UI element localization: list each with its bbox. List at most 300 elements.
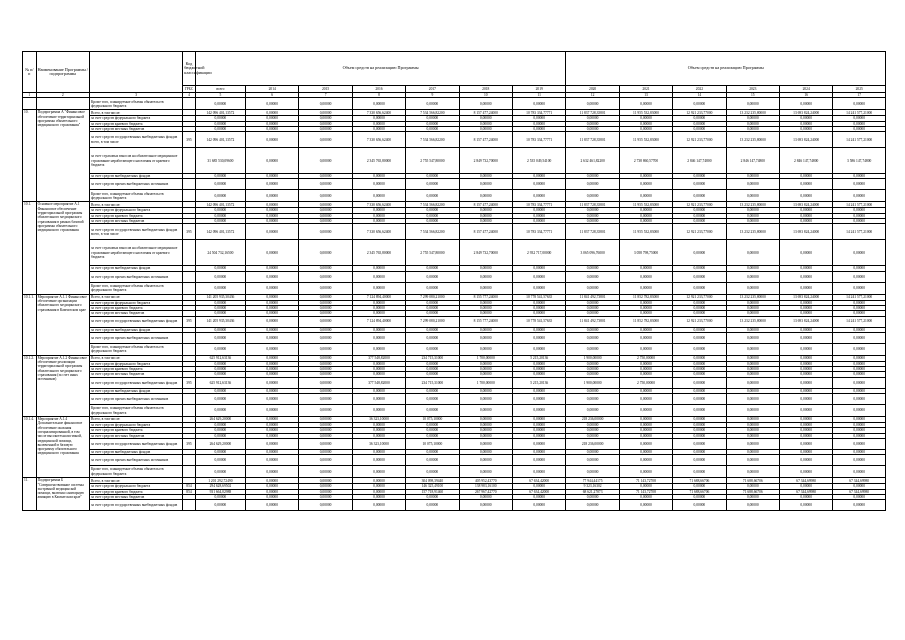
grbs-code: 854 (183, 484, 196, 489)
amount-year: 0,00000 (779, 327, 832, 332)
amount-year: 0,00000 (619, 116, 672, 121)
amount-year: 0,00000 (619, 190, 672, 202)
amount-year: 0,00000 (779, 179, 832, 190)
amount-year: 0,00000 (566, 500, 619, 511)
amount-year: 8 155 777,24000 (459, 316, 512, 327)
amount-year: 0,00000 (459, 271, 512, 282)
funding-source-label: за счет средств прочих внебюджетных источников (90, 332, 183, 343)
amount-year: 0,00000 (299, 388, 352, 393)
amount-year: 10 783 334,77771 (512, 110, 565, 116)
header-grbs: ГРБС (183, 86, 196, 93)
amount-year: 11 955 532,83000 (619, 202, 672, 208)
amount-year: 0,00000 (406, 300, 459, 305)
amount-year: 0,00000 (299, 219, 352, 224)
amount-year: 0,00000 (833, 367, 886, 372)
amount-year: 0,00000 (726, 423, 779, 428)
funding-source-label: за счет средств местных бюджетов (90, 219, 183, 224)
amount-year: 0,00000 (726, 433, 779, 438)
grbs-code (183, 343, 196, 355)
amount-total: 0,00000 (195, 190, 245, 202)
funding-source-label: за счет средств внебюджетных фондов (90, 174, 183, 179)
amount-year: 0,00000 (352, 174, 405, 179)
amount-year: 0,00000 (673, 449, 726, 454)
amount-year: 0,00000 (619, 433, 672, 438)
amount-year: 0,00000 (619, 300, 672, 305)
amount-year: 0,00000 (673, 179, 726, 190)
amount-year: 0,00000 (726, 305, 779, 310)
funding-source-label: за счет средств государственных внебюджетных фондов (90, 377, 183, 388)
amount-year: 12 921 233,77000 (673, 132, 726, 148)
header-name: Наименование Программы / подпрограммы (36, 52, 89, 93)
funding-source-label: за счет средств краевого бюджета (90, 121, 183, 126)
amount-year: 0,00000 (246, 174, 299, 179)
amount-year: 0,00000 (726, 282, 779, 294)
amount-year: 14 241 577,21000 (833, 132, 886, 148)
table-row (23, 343, 886, 355)
amount-year: 0,00000 (512, 484, 565, 489)
grbs-code: 395 (183, 438, 196, 449)
amount-year: 0,00000 (566, 190, 619, 202)
amount-year: 14 241 577,21000 (833, 224, 886, 240)
amount-year: 13 232 235,80000 (726, 224, 779, 240)
amount-year: 0,00000 (246, 300, 299, 305)
amount-year: 0,00000 (246, 148, 299, 174)
amount-year: 0,00000 (779, 500, 832, 511)
amount-year: 0,00000 (512, 494, 565, 499)
amount-total: 0,00000 (195, 405, 245, 417)
row-number: 10.1.1. (23, 294, 37, 355)
amount-year: 0,00000 (246, 332, 299, 343)
amount-total: 0,00000 (195, 208, 245, 213)
amount-year: 0,00000 (512, 271, 565, 282)
amount-year: 0,00000 (299, 433, 352, 438)
funding-source-label: за счет страховых взносов на обязательное медицинское страхование неработающего населения от краевого бюджета (90, 148, 183, 174)
header-total-group: Объем средств на реализацию Программы (195, 52, 566, 86)
amount-year: 0,00000 (673, 116, 726, 121)
amount-total: 142 096 401,13572 (195, 110, 245, 116)
header-year-2021: 2021 (619, 86, 672, 93)
amount-year: 0,00000 (566, 327, 619, 332)
amount-year: 2 535 049,54100 (512, 148, 565, 174)
amount-year: 0,00000 (566, 266, 619, 271)
amount-year: 0,00000 (512, 300, 565, 305)
amount-year: 0,00000 (246, 316, 299, 327)
amount-year: 218 236,00000 (566, 417, 619, 423)
amount-year: 68 621,27873 (566, 489, 619, 494)
header-year-2017: 2017 (406, 86, 459, 93)
amount-year: 0,00000 (726, 388, 779, 393)
amount-year: 13 693 824,24000 (779, 294, 832, 300)
amount-year: 0,00000 (833, 126, 886, 131)
amount-year: 7 534 566,82200 (406, 110, 459, 116)
amount-year: 0,00000 (299, 466, 352, 478)
amount-year: 0,00000 (352, 428, 405, 433)
funding-source-label: за счет средств федерального бюджета (90, 208, 183, 213)
amount-year: 0,00000 (726, 428, 779, 433)
amount-year: 0,00000 (566, 449, 619, 454)
amount-year: 0,00000 (459, 466, 512, 478)
amount-year: 0,00000 (352, 208, 405, 213)
amount-year: 0,00000 (779, 355, 832, 361)
amount-year: 0,00000 (673, 240, 726, 266)
amount-year: 0,00000 (779, 394, 832, 405)
grbs-code (183, 332, 196, 343)
amount-year: 0,00000 (673, 361, 726, 366)
amount-year: 0,00000 (246, 423, 299, 428)
amount-year: 0,00000 (726, 208, 779, 213)
amount-year: 0,00000 (459, 428, 512, 433)
amount-year: 0,00000 (833, 305, 886, 310)
funding-source-label: за счет средств местных бюджетов (90, 433, 183, 438)
amount-year: 14 241 577,21000 (833, 294, 886, 300)
amount-year: 67 344,69980 (833, 478, 886, 484)
amount-year: 0,00000 (726, 327, 779, 332)
amount-year: 0,00000 (619, 174, 672, 179)
amount-year: 36 323,10000 (352, 438, 405, 449)
amount-year: 0,00000 (299, 449, 352, 454)
amount-year: 0,00000 (512, 372, 565, 377)
budget-table (22, 51, 886, 511)
amount-year: 0,00000 (619, 455, 672, 466)
amount-year: 0,00000 (299, 394, 352, 405)
amount-year: 0,00000 (406, 361, 459, 366)
amount-year: 13 693 824,24000 (779, 316, 832, 327)
funding-source-label: за счет средств государственных внебюджетных фондов всего, в том числе (90, 224, 183, 240)
amount-year: 0,00000 (246, 179, 299, 190)
funding-source-label: Всего, в том числе: (90, 355, 183, 361)
amount-year: 0,00000 (512, 208, 565, 213)
funding-source-label: Кроме того, планируемые объемы обязательств федерального бюджета (90, 98, 183, 110)
column-number: 7 (299, 93, 352, 98)
amount-year: 0,00000 (619, 98, 672, 110)
amount-year: 67 344,69980 (833, 489, 886, 494)
amount-year: 8 157 477,24000 (459, 224, 512, 240)
amount-year: 0,00000 (299, 494, 352, 499)
amount-year: 0,00000 (512, 305, 565, 310)
amount-year: 0,00000 (833, 179, 886, 190)
amount-year: 0,00000 (512, 126, 565, 131)
amount-year: 0,00000 (406, 367, 459, 372)
column-number: 5 (195, 93, 245, 98)
amount-year: 0,00000 (726, 405, 779, 417)
amount-year: 0,00000 (246, 478, 299, 484)
amount-year: 0,00000 (619, 126, 672, 131)
amount-year: 0,00000 (459, 174, 512, 179)
column-number: 11 (512, 93, 565, 98)
amount-year: 0,00000 (619, 367, 672, 372)
amount-year: 0,00000 (726, 121, 779, 126)
amount-year: 0,00000 (299, 355, 352, 361)
amount-year: 0,00000 (406, 190, 459, 202)
grbs-code (183, 271, 196, 282)
amount-year: 0,00000 (673, 405, 726, 417)
amount-year: 71 688,66706 (726, 489, 779, 494)
table-row (23, 179, 886, 190)
amount-year: 12 921 233,77000 (673, 316, 726, 327)
amount-year: 0,00000 (833, 428, 886, 433)
amount-year: 0,00000 (459, 361, 512, 366)
amount-year: 0,00000 (779, 282, 832, 294)
amount-year: 0,00000 (299, 224, 352, 240)
funding-source-label: за счет средств местных бюджетов (90, 126, 183, 131)
grbs-code (183, 190, 196, 202)
amount-year: 8 157 477,24000 (459, 132, 512, 148)
amount-year: 0,00000 (779, 219, 832, 224)
funding-source-label: за счет средств государственных внебюджетных фондов всего, в том числе (90, 132, 183, 148)
amount-year: 0,00000 (246, 126, 299, 131)
amount-year: 0,00000 (352, 116, 405, 121)
funding-source-label: Всего, в том числе: (90, 294, 183, 300)
header-source (90, 52, 183, 93)
amount-year: 0,00000 (726, 190, 779, 202)
amount-year: 2 755 547,80000 (406, 148, 459, 174)
amount-year: 0,00000 (459, 438, 512, 449)
amount-year: 0,00000 (299, 110, 352, 116)
amount-year: 0,00000 (406, 423, 459, 428)
column-number: 8 (352, 93, 405, 98)
amount-year: 0,00000 (673, 332, 726, 343)
amount-year: 11 852 782,83000 (619, 316, 672, 327)
amount-year: 2 849 732,70000 (459, 240, 512, 266)
amount-year: 0,00000 (406, 305, 459, 310)
grbs-code: 854 (183, 489, 196, 494)
amount-year: 0,00000 (619, 208, 672, 213)
amount-year: 0,00000 (406, 219, 459, 224)
header-plan-group: Объем средств на реализацию Программы (566, 52, 886, 86)
amount-total: 264 629,20000 (195, 438, 245, 449)
amount-year: 0,00000 (726, 271, 779, 282)
amount-year: 71 143,72708 (619, 489, 672, 494)
amount-year: 0,00000 (512, 179, 565, 190)
amount-year: 0,00000 (352, 190, 405, 202)
amount-year: 0,00000 (726, 417, 779, 423)
amount-year: 0,00000 (566, 219, 619, 224)
amount-year: 0,00000 (779, 311, 832, 316)
header-year-2019: 2019 (512, 86, 565, 93)
amount-year: 0,00000 (459, 332, 512, 343)
amount-year: 0,00000 (299, 132, 352, 148)
amount-year: 11 955 532,83000 (619, 224, 672, 240)
amount-year: 0,00000 (673, 494, 726, 499)
amount-year: 0,00000 (833, 355, 886, 361)
amount-year: 0,00000 (352, 219, 405, 224)
amount-year: 0,00000 (246, 219, 299, 224)
amount-year: 0,00000 (619, 266, 672, 271)
amount-year: 0,00000 (833, 332, 886, 343)
amount-year: 0,00000 (299, 305, 352, 310)
amount-year: 0,00000 (726, 98, 779, 110)
amount-year: 0,00000 (246, 208, 299, 213)
amount-year: 0,00000 (619, 484, 672, 489)
amount-year: 0,00000 (779, 423, 832, 428)
amount-year: 1 900,00000 (566, 377, 619, 388)
amount-year: 12 921 233,77000 (673, 110, 726, 116)
amount-total: 24 504 732,16500 (195, 240, 245, 266)
header-year-2015: 2015 (299, 86, 352, 93)
funding-source-label: за счет средств федерального бюджета (90, 300, 183, 305)
amount-year: 0,00000 (673, 377, 726, 388)
amount-year: 9 323,16302 (566, 484, 619, 489)
amount-year: 0,00000 (726, 438, 779, 449)
amount-total: 0,00000 (195, 372, 245, 377)
amount-year: 10 783 334,77771 (512, 224, 565, 240)
amount-year: 3 586 147,74800 (833, 148, 886, 174)
amount-year: 0,00000 (619, 438, 672, 449)
amount-year: 0,00000 (779, 305, 832, 310)
amount-year: 7 330 656,62400 (352, 224, 405, 240)
amount-year: 0,00000 (833, 394, 886, 405)
table-row (23, 271, 886, 282)
amount-year: 7 299 080,21000 (406, 316, 459, 327)
amount-year: 267 967,42770 (459, 489, 512, 494)
amount-year: 1 700,00000 (459, 355, 512, 361)
amount-year: 0,00000 (726, 219, 779, 224)
amount-year: 0,00000 (459, 190, 512, 202)
amount-year: 304 098,39440 (406, 478, 459, 484)
column-number: 3 (90, 93, 183, 98)
amount-total: 0,00000 (195, 126, 245, 131)
amount-year: 0,00000 (779, 367, 832, 372)
amount-year: 0,00000 (619, 311, 672, 316)
amount-year: 0,00000 (406, 311, 459, 316)
amount-year: 0,00000 (833, 377, 886, 388)
amount-year: 0,00000 (619, 282, 672, 294)
amount-year: 0,00000 (246, 294, 299, 300)
amount-year: 0,00000 (512, 428, 565, 433)
funding-source-label: за счет средств краевого бюджета (90, 305, 183, 310)
amount-year: 2 846 147,74800 (726, 148, 779, 174)
amount-total: 0,00000 (195, 367, 245, 372)
row-number: 10.1. (23, 202, 37, 294)
amount-year: 0,00000 (299, 179, 352, 190)
row-number: 10.1.4. (23, 417, 37, 478)
amount-year: 0,00000 (833, 327, 886, 332)
amount-year: 0,00000 (459, 494, 512, 499)
amount-year: 0,00000 (673, 282, 726, 294)
amount-year: 2 846 147,74800 (779, 148, 832, 174)
amount-year: 14 241 577,21000 (833, 316, 886, 327)
amount-total: 0,00000 (195, 343, 245, 355)
amount-year: 0,00000 (566, 174, 619, 179)
amount-year: 0,00000 (246, 455, 299, 466)
amount-year: 0,00000 (352, 282, 405, 294)
amount-year: 2 755 547,80000 (406, 240, 459, 266)
amount-year: 13 693 824,24000 (779, 132, 832, 148)
amount-year: 0,00000 (299, 148, 352, 174)
amount-year: 0,00000 (512, 388, 565, 393)
amount-year: 138 983,16100 (459, 484, 512, 489)
amount-year: 234 715,31000 (406, 377, 459, 388)
funding-source-label: за счет средств прочих внебюджетных источников (90, 455, 183, 466)
amount-year: 0,00000 (673, 121, 726, 126)
amount-year: 0,00000 (833, 455, 886, 466)
amount-year: 0,00000 (566, 466, 619, 478)
amount-total: 0,00000 (195, 311, 245, 316)
amount-year: 0,00000 (779, 388, 832, 393)
table-row (23, 455, 886, 466)
amount-year: 0,00000 (726, 179, 779, 190)
amount-year: 0,00000 (406, 327, 459, 332)
amount-year: 2 849 732,70000 (459, 148, 512, 174)
table-row (23, 438, 886, 449)
funding-source-label: за счет средств краевого бюджета (90, 213, 183, 218)
grbs-code (183, 282, 196, 294)
amount-year: 0,00000 (833, 121, 886, 126)
amount-year: 11 837 728,35801 (566, 224, 619, 240)
amount-year: 0,00000 (619, 388, 672, 393)
funding-source-label: за счет средств краевого бюджета (90, 489, 183, 494)
amount-year: 0,00000 (299, 266, 352, 271)
amount-year: 377 548,82000 (352, 377, 405, 388)
amount-year: 0,00000 (512, 213, 565, 218)
program-name: Мероприятие А.1.4 Дополнительное финансовое обеспечение оказания специализированной, в том числе высокотехнологичной, медицинской помощи, включенной в базовую программу обязательного медицинского страхования (36, 417, 89, 478)
amount-year: 0,00000 (673, 327, 726, 332)
amount-year: 0,00000 (833, 438, 886, 449)
amount-year: 0,00000 (406, 174, 459, 179)
amount-year: 0,00000 (246, 240, 299, 266)
amount-year: 0,00000 (299, 367, 352, 372)
amount-year: 0,00000 (673, 174, 726, 179)
amount-year: 0,00000 (779, 417, 832, 423)
amount-year: 0,00000 (352, 311, 405, 316)
amount-year: 11 955 532,83000 (619, 110, 672, 116)
amount-year: 0,00000 (246, 116, 299, 121)
amount-year: 0,00000 (512, 466, 565, 478)
amount-year: 0,00000 (833, 208, 886, 213)
amount-year: 0,00000 (726, 500, 779, 511)
amount-year: 0,00000 (246, 224, 299, 240)
amount-year: 0,00000 (512, 394, 565, 405)
amount-year: 0,00000 (406, 271, 459, 282)
funding-source-label: Кроме того, планируемые объемы обязательств федерального бюджета (90, 405, 183, 417)
amount-year: 0,00000 (673, 208, 726, 213)
amount-total: 142 096 401,13572 (195, 132, 245, 148)
amount-year: 0,00000 (726, 455, 779, 466)
amount-year: 67 634,42000 (512, 489, 565, 494)
amount-year: 0,00000 (673, 343, 726, 355)
amount-year: 0,00000 (352, 423, 405, 428)
amount-year: 218 236,00000 (566, 438, 619, 449)
program-name (36, 98, 89, 110)
amount-year: 0,00000 (352, 455, 405, 466)
amount-year: 0,00000 (352, 388, 405, 393)
amount-year: 0,00000 (726, 311, 779, 316)
amount-year: 0,00000 (726, 394, 779, 405)
amount-year: 0,00000 (833, 240, 886, 266)
funding-source-label: за счет средств местных бюджетов (90, 372, 183, 377)
table-row (23, 500, 886, 511)
amount-year: 2 750,00000 (619, 377, 672, 388)
funding-source-label: за счет средств федерального бюджета (90, 484, 183, 489)
amount-year: 10 075,10000 (406, 438, 459, 449)
table-body (23, 98, 886, 511)
header-no: № п/п (23, 52, 37, 93)
amount-year: 0,00000 (566, 300, 619, 305)
amount-year: 0,00000 (459, 449, 512, 454)
amount-year: 0,00000 (566, 121, 619, 126)
amount-year: 0,00000 (779, 405, 832, 417)
funding-source-label: за счет средств федерального бюджета (90, 116, 183, 121)
amount-year: 0,00000 (619, 121, 672, 126)
amount-year: 11 837 728,35801 (566, 132, 619, 148)
amount-year: 0,00000 (459, 126, 512, 131)
amount-total: 31 685 530,09600 (195, 148, 245, 174)
column-number: 13 (619, 93, 672, 98)
column-number: 2 (36, 93, 89, 98)
amount-year: 0,00000 (246, 355, 299, 361)
amount-year: 5 215,20136 (512, 377, 565, 388)
amount-year: 0,00000 (566, 271, 619, 282)
